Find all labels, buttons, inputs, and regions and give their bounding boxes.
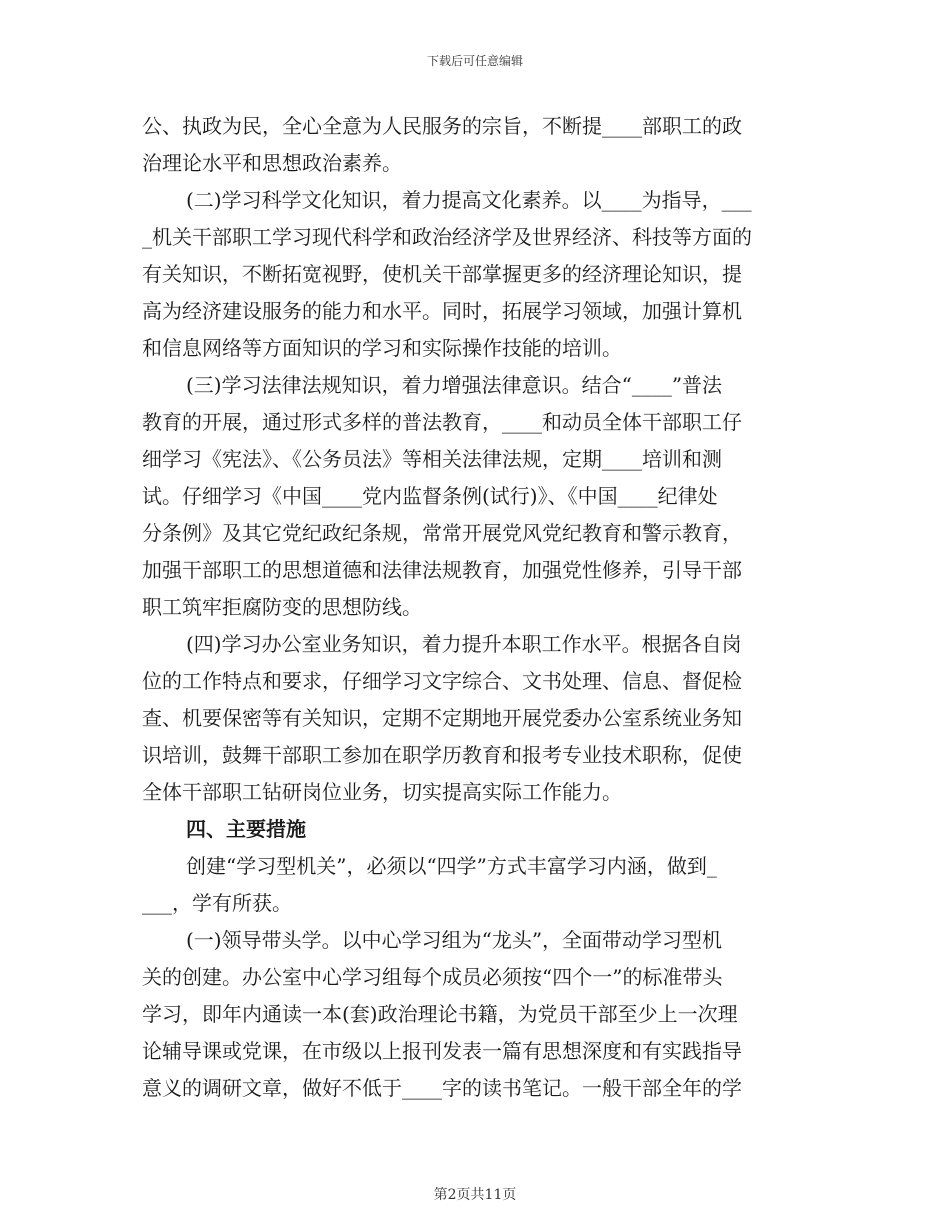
text-line: 细学习《宪法》、《公务员法》等相关法律法规，定期____培训和测 [142, 447, 722, 471]
page-footer: 第2页共11页 [433, 1187, 517, 1203]
text-line: 试。仔细学习《中国____党内监督条例(试行)》、《中国____纪律处 [142, 484, 718, 508]
paragraph-start: (三)学习法律法规知识，着力增强法律意识。结合“____”普法 [186, 373, 723, 397]
text-line: 查、机要保密等有关知识，定期不定期地开展党委办公室系统业务知 [142, 706, 742, 730]
text-line: 论辅导课或党课，在市级以上报刊发表一篇有思想深度和有实践指导 [142, 1039, 742, 1063]
text-line: 分条例》及其它党纪政纪条规，常常开展党风党纪教育和警示教育， [142, 521, 742, 545]
text-line: 关的创建。办公室中心学习组每个成员必须按“四个一”的标准带头 [142, 965, 723, 989]
text-line: 高为经济建设服务的能力和水平。同时，拓展学习领域，加强计算机 [142, 299, 742, 323]
paragraph-start: 创建“学习型机关”，必须以“四学”方式丰富学习内涵，做到_ [186, 854, 717, 878]
paragraph-start: (一)领导带头学。以中心学习组为“龙头”，全面带动学习型机 [186, 928, 723, 952]
text-line: 识培训，鼓舞干部职工参加在职学历教育和报考专业技术职称，促使 [142, 743, 742, 767]
paragraph-start: (四)学习办公室业务知识，着力提升本职工作水平。根据各自岗 [186, 632, 742, 656]
text-line: 全体干部职工钻研岗位业务，切实提高实际工作能力。 [142, 780, 622, 804]
text-line: 教育的开展，通过形式多样的普法教育，____和动员全体干部职工仔 [142, 410, 742, 434]
text-line: 意义的调研文章，做好不低于____字的读书笔记。一般干部全年的学 [142, 1076, 742, 1100]
text-line: 位的工作特点和要求，仔细学习文字综合、文书处理、信息、督促检 [142, 669, 742, 693]
text-line: 学习，即年内通读一本(套)政治理论书籍，为党员干部至少上一次理 [142, 1002, 738, 1026]
section-heading: 四、主要措施 [186, 817, 306, 841]
document-body [142, 108, 810, 1107]
text-line: 有关知识，不断拓宽视野，使机关干部掌握更多的经济理论知识，提 [142, 262, 742, 286]
text-line: 公、执政为民，全心全意为人民服务的宗旨，不断提____部职工的政 [142, 114, 742, 138]
text-line: ___，学有所获。 [142, 891, 292, 915]
text-line: 治理论水平和思想政治素养。 [142, 151, 402, 175]
text-line: 加强干部职工的思想道德和法律法规教育，加强党性修养，引导干部 [142, 558, 742, 582]
text-line: _机关干部职工学习现代科学和政治经济学及世界经济、科技等方面的 [142, 225, 752, 249]
text-line: 职工筑牢拒腐防变的思想防线。 [142, 595, 422, 619]
paragraph-start: (二)学习科学文化知识，着力提高文化素养。以____为指导，___ [186, 188, 752, 212]
text-line: 和信息网络等方面知识的学习和实际操作技能的培训。 [142, 336, 622, 360]
page-header: 下载后可任意编辑 [426, 54, 523, 68]
